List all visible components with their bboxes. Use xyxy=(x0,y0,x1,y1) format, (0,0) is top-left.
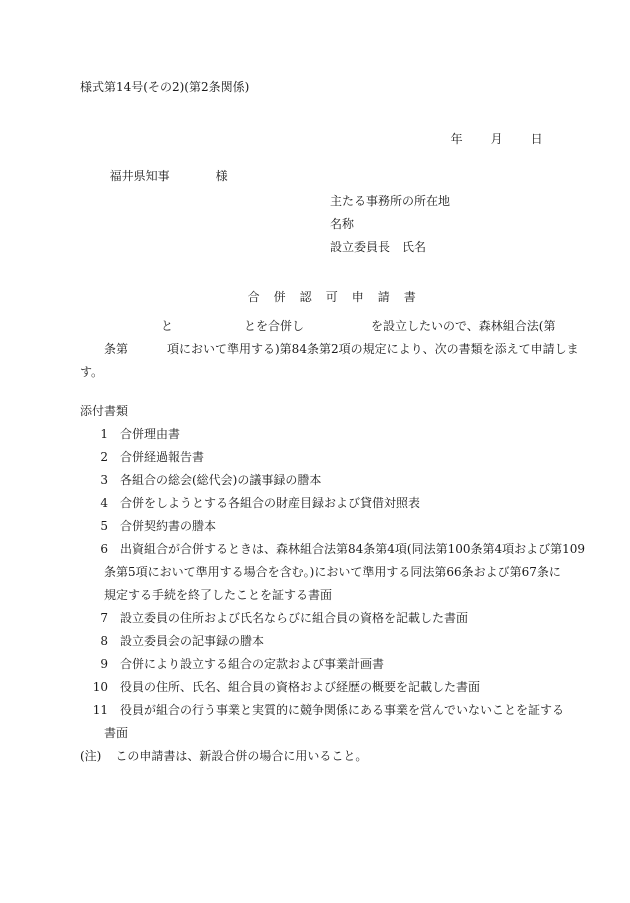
list-item: 5 合併契約書の謄本 xyxy=(100,519,217,533)
list-item: 9 合併により設立する組合の定款および事業計画書 xyxy=(100,657,385,671)
note-label: (注) xyxy=(80,749,102,763)
body-line2-b: 項において準用する)第84条第2項の規定により、次の書類を添えて申請しま xyxy=(167,342,579,356)
applicant-address-label: 主たる事務所の所在地 xyxy=(330,194,451,208)
title-char: 可 xyxy=(325,290,338,304)
title-char: 請 xyxy=(377,290,390,304)
list-item: 10 役員の住所、氏名、組合員の資格および経歴の概要を記載した書面 xyxy=(92,680,481,694)
list-item-continuation: 規定する手続を終了したことを証する書面 xyxy=(104,588,333,602)
form-number: 様式第14号(その2)(第2条関係) xyxy=(80,80,250,94)
list-item: 4 合併をしようとする各組合の財産目録および貸借対照表 xyxy=(100,496,421,510)
applicant-name-label: 名称 xyxy=(330,217,355,231)
date-day: 日 xyxy=(530,132,543,146)
list-item: 3 各組合の総会(総代会)の議事録の謄本 xyxy=(100,473,322,487)
applicant-rep-label: 設立委員長 氏名 xyxy=(330,240,427,254)
body-line1-b: とを合併し xyxy=(244,319,305,333)
addressee-honorific: 様 xyxy=(215,169,228,183)
title-char: 申 xyxy=(351,290,364,304)
title-char: 合 xyxy=(247,290,260,304)
date-year: 年 xyxy=(450,132,463,146)
enclosures-heading: 添付書類 xyxy=(80,404,129,418)
list-item-continuation: 書面 xyxy=(104,726,129,740)
list-item: 11 役員が組合の行う事業と実質的に競争関係にある事業を営んでいないことを証する xyxy=(92,703,565,717)
body-line1-a: と xyxy=(161,319,174,333)
date-month: 月 xyxy=(490,132,503,146)
document-title xyxy=(240,279,416,303)
list-item-continuation: 条第5項において準用する場合を含む。)において準用する同法第66条および第67条に xyxy=(104,565,561,579)
addressee-name: 福井県知事 xyxy=(109,169,170,183)
body-line1-c: を設立したいので、森林組合法(第 xyxy=(371,319,556,333)
title-char: 書 xyxy=(403,290,416,304)
list-item: 2 合併経過報告書 xyxy=(100,450,205,464)
date-line xyxy=(443,121,543,145)
list-item: 6 出資組合が合併するときは、森林組合法第84条第4項(同法第100条第4項および第109 xyxy=(100,542,586,556)
list-item: 8 設立委員会の記事録の謄本 xyxy=(100,634,265,648)
list-item: 1 合併理由書 xyxy=(100,427,181,441)
note-text: この申請書は、新設合併の場合に用いること。 xyxy=(115,749,368,763)
note xyxy=(80,750,367,762)
title-char: 認 xyxy=(299,290,312,304)
addressee xyxy=(102,158,228,182)
title-char: 併 xyxy=(273,290,286,304)
body-line3: す。 xyxy=(80,365,104,379)
body-line2-a: 条第 xyxy=(104,342,129,356)
list-item: 7 設立委員の住所および氏名ならびに組合員の資格を記載した書面 xyxy=(100,611,469,625)
